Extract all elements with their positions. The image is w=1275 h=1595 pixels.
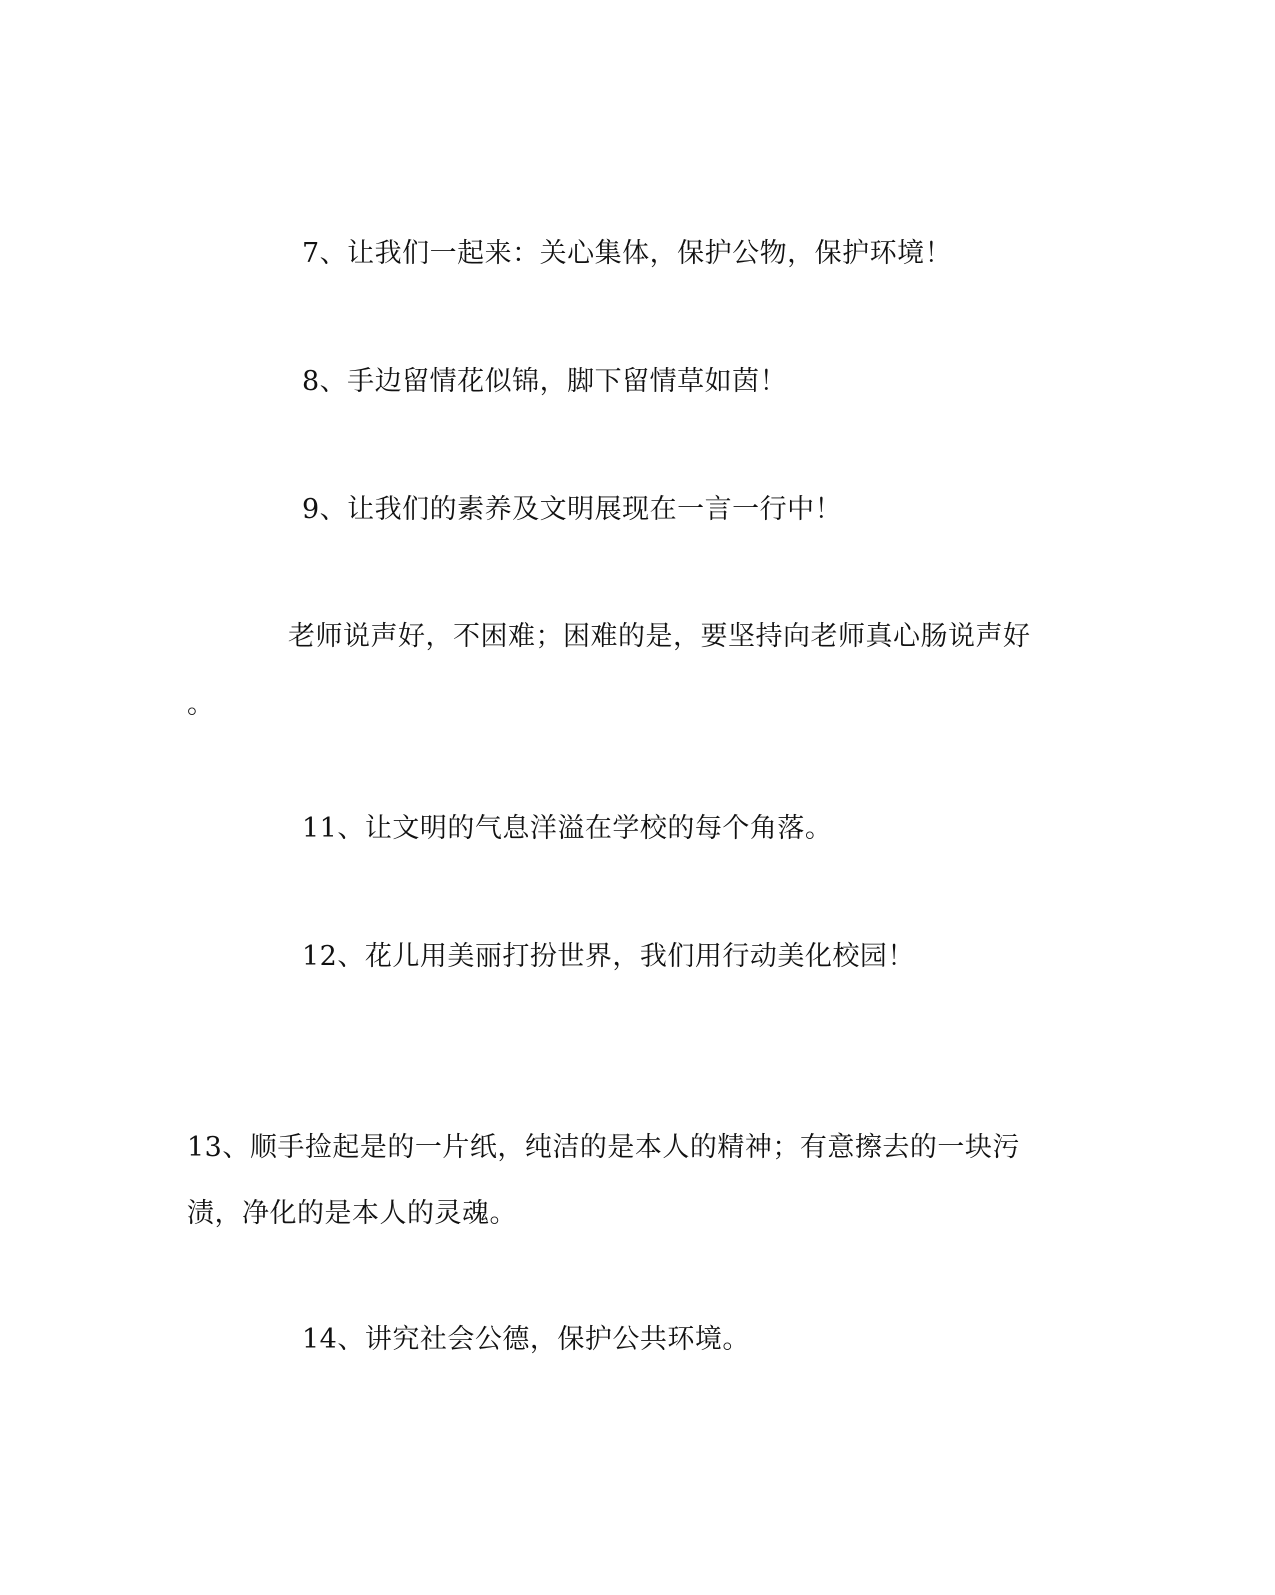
slogan-10-line-1: 老师说声好，不困难；困难的是，要坚持向老师真心肠说声好 [288, 621, 1031, 652]
slogan-12: 12、花儿用美丽打扮世界，我们用行动美化校园！ [302, 941, 915, 972]
slogan-11: 11、让文明的气息洋溢在学校的每个角落。 [302, 813, 833, 844]
slogan-9: 9、让我们的素养及文明展现在一言一行中！ [302, 494, 843, 525]
slogan-8: 8、手边留情花似锦，脚下留情草如茵！ [302, 366, 788, 397]
slogan-14: 14、讲究社会公德，保护公共环境。 [302, 1324, 750, 1355]
slogan-13-line-1: 13、顺手捡起是的一片纸，纯洁的是本人的精神；有意擦去的一块污 [187, 1132, 1020, 1163]
slogan-13-line-2: 渍，净化的是本人的灵魂。 [187, 1198, 517, 1229]
slogan-10-line-2: 。 [187, 689, 215, 720]
slogan-7: 7、让我们一起来：关心集体，保护公物，保护环境！ [302, 238, 953, 269]
